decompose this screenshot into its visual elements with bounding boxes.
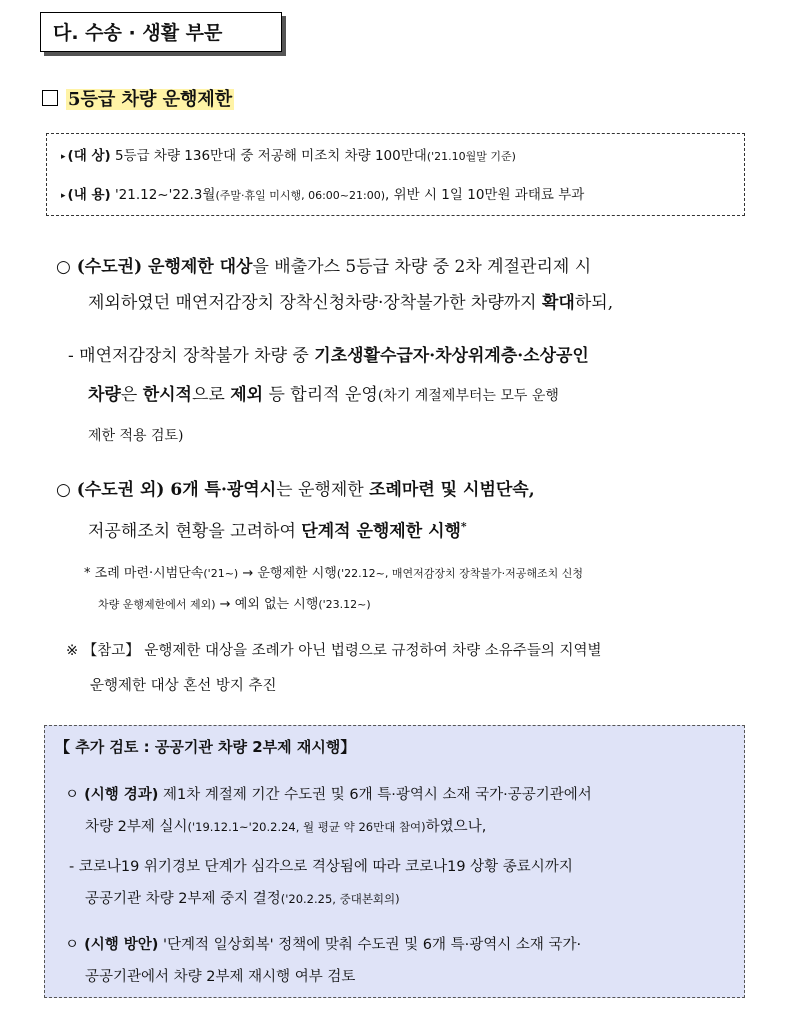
- reference-line1: [66, 640, 601, 662]
- para2-bold-exclude: 제외: [230, 385, 264, 405]
- para1-text-c: 제외하였던 매연저감장치 장착신청차량·장착불가한 차량까지: [88, 293, 542, 313]
- review-item2-paren: ('20.2.25, 중대본회의): [280, 892, 400, 906]
- summary-target-row: [61, 146, 516, 167]
- review-item1-text: 하였으나,: [425, 819, 487, 835]
- para2-paren-cont: 제한 적용 검토): [88, 428, 184, 444]
- target-note: ('21.10월말 기준): [426, 150, 516, 163]
- content-note: (주말·휴일 미시행, 06:00~21:00): [215, 189, 386, 202]
- checkbox-square-icon: [42, 90, 58, 106]
- footnote-text: * 조례 마련·시범단속: [84, 566, 204, 581]
- summary-content-row: [61, 185, 584, 206]
- para3-line2: [88, 512, 467, 547]
- para1-text-d: 하되,: [574, 293, 614, 313]
- triangle-bullet-icon: ▸: [61, 191, 66, 201]
- review-box: [44, 725, 745, 998]
- review-item1-label: (시행 경과): [79, 787, 159, 803]
- para2-line1: [68, 341, 589, 371]
- para1-line2: [88, 288, 613, 318]
- subheading: [42, 88, 234, 112]
- footnote-paren: ('22.12~, 매연저감장치 장착불가·저공해조치 신청: [336, 567, 583, 580]
- review-item2-line1: [69, 854, 573, 880]
- para2-bold-vehicle: 차량: [88, 385, 121, 405]
- subheading-text: 5등급 차량 운행제한: [68, 89, 233, 110]
- review-item1-text: 차량 2부제 실시: [85, 819, 188, 835]
- circle-bullet-icon: ○: [56, 257, 71, 277]
- review-item3-text: 공공기관에서 차량 2부제 재시행 여부 검토: [85, 969, 356, 985]
- review-item3-line2: [85, 964, 355, 990]
- review-item2-line2: [85, 886, 400, 912]
- footnote-text: → 운행제한 시행: [238, 566, 337, 581]
- review-item1-paren: ('19.12.1~'20.2.24, 월 평균 약 26만대 참여): [187, 820, 426, 834]
- para2-line3: [88, 420, 184, 451]
- target-text: 5등급 차량 136만대 중 저공해 미조치 차량 100만대: [110, 148, 427, 164]
- section-title-text: 다. 수송 · 생활 부문: [53, 22, 223, 44]
- dash-bullet: -: [68, 346, 74, 366]
- content-text: , 위반 시 1일 10만원 과태료 부과: [385, 187, 585, 203]
- para2-text-a: 매연저감장치 장착불가 차량 중: [73, 346, 315, 366]
- reference-text: 운행제한 대상 혼선 방지 추진: [90, 678, 277, 694]
- review-item3-text: '단계적 일상회복' 정책에 맞춰 수도권 및 6개 특·광역시 소재 국가·: [158, 937, 582, 953]
- para3-text-b: 는 운행제한: [276, 480, 370, 500]
- review-item2-text: 공공기관 차량 2부제 중지 결정: [85, 891, 281, 907]
- para2-bold-b: 기초생활수급자·차상위계층·소상공인: [314, 346, 589, 366]
- para2-text: 으로: [191, 385, 231, 405]
- footnote-line1: [84, 562, 583, 586]
- para2-text: 은: [120, 385, 143, 405]
- section-title: [40, 12, 282, 52]
- reference-text: ※ 【참고】 운행제한 대상을 조례가 아닌 법령으로 규정하여 차량 소유주들의 지역별: [66, 643, 602, 659]
- para2-line2: [88, 380, 559, 411]
- para3-bold-c: 조례마련 및 시범단속,: [369, 480, 535, 500]
- para1-bold-expand: 확대: [542, 293, 575, 313]
- para1-bold-a: (수도권) 운행제한 대상: [70, 257, 253, 277]
- circle-bullet-icon: ○: [56, 480, 71, 500]
- para3-asterisk: *: [460, 520, 467, 533]
- review-item1-line1: [65, 782, 592, 808]
- para3-line1: [56, 475, 535, 505]
- footnote-paren: ('21~): [203, 567, 239, 580]
- para1-line1: [56, 252, 591, 282]
- review-bullet: ㅇ: [65, 787, 80, 803]
- content-label: (내 용): [67, 187, 111, 203]
- summary-box: [46, 133, 745, 216]
- para2-text: 등 합리적 운영: [263, 385, 378, 405]
- para2-paren: (차기 계절제부터는 모두 운행: [377, 388, 559, 404]
- para2-bold-temporary: 한시적: [142, 385, 192, 405]
- review-item1-line2: [85, 814, 486, 840]
- footnote-paren: 차량 운행제한에서 제외): [98, 598, 216, 611]
- dash-bullet: -: [69, 859, 75, 875]
- triangle-bullet-icon: ▸: [61, 152, 66, 162]
- footnote-paren: ('23.12~): [318, 598, 371, 611]
- footnote-line2: [98, 593, 371, 617]
- footnote-text: → 예외 없는 시행: [215, 597, 319, 612]
- para3-bold-phased: 단계적 운행제한 시행: [301, 521, 461, 542]
- review-bullet: ㅇ: [65, 937, 80, 953]
- para3-text: 저공해조치 현황을 고려하여: [88, 521, 302, 542]
- review-item2-text: 코로나19 위기경보 단계가 심각으로 격상됨에 따라 코로나19 상황 종료시까지: [74, 859, 573, 875]
- review-item3-line1: [65, 932, 581, 958]
- review-item3-label: (시행 방안): [79, 937, 159, 953]
- para3-bold-a: (수도권 외) 6개 특·광역시: [70, 480, 277, 500]
- para1-text-b: 을 배출가스 5등급 차량 중 2차 계절관리제 시: [252, 257, 592, 277]
- target-label: (대 상): [67, 148, 111, 164]
- review-item1-text: 제1차 계절제 기간 수도권 및 6개 특·광역시 소재 국가·공공기관에서: [158, 787, 592, 803]
- content-period: '21.12~'22.3월: [110, 187, 216, 203]
- review-title: 【 추가 검토 : 공공기관 차량 2부제 재시행】: [55, 738, 356, 756]
- reference-line2: [90, 675, 277, 697]
